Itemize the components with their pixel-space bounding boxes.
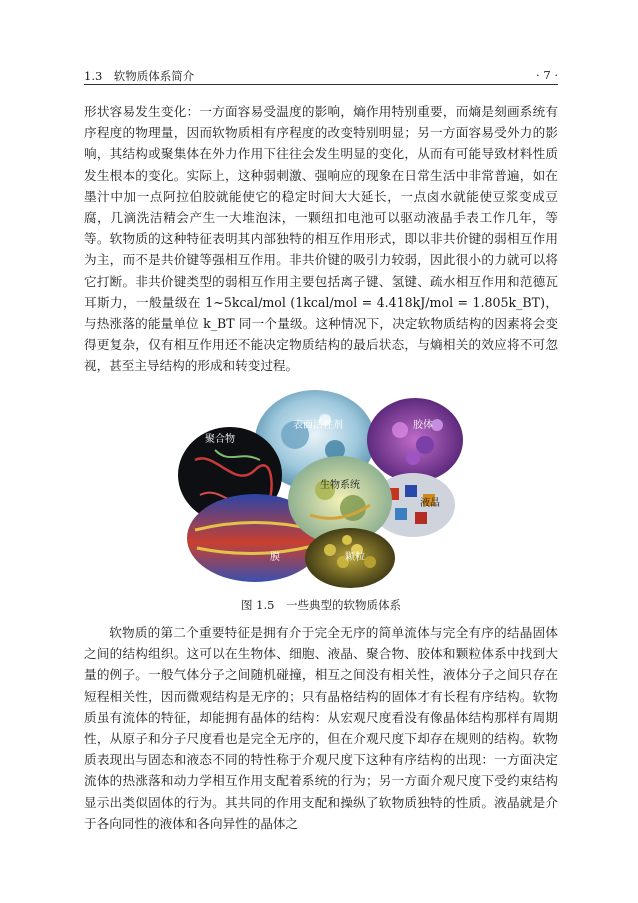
colloid-image: [367, 398, 463, 482]
label-membrane: 膜: [270, 552, 280, 563]
running-header: [84, 66, 558, 85]
page-number: · 7 ·: [536, 68, 558, 82]
label-colloid: 胶体: [413, 420, 433, 431]
label-biological: 生物系统: [320, 480, 360, 491]
granular-image: [305, 528, 395, 588]
soft-matter-figure: [175, 390, 465, 590]
label-liquid-crystal: 液晶: [420, 498, 440, 509]
body-paragraph-2: 软物质的第二个重要特征是拥有介于完全无序的简单流体与完全有序的结晶固体之间的结构组织。这可以在生物体、细胞、液晶、聚合物、胶体和颗粒体系中找到大量的例子。一般气体分子之间随机碰撞，相互之间没有相关性，液体分子之间只存在短程相关性，因而微观结构是无序的；只有晶格结构的固体才有长程有序结构。软物质虽有流体的特征，却能拥有晶体的结构：从宏观尺度看没有像晶体结构那样有周期性，从原子和分子尺度看也是完全无序的，但在介观尺度下却存在规则的结构。软物质表现出与固态和液态不同的特性称于介观尺度下这种有序结构的出现：一方面决定流体的热涨落和动力学相互作用支配着系统的行为；另一方面介观尺度下受约束结构显示出类似固体的行为。其共同的作用支配和操纵了软物质独特的性质。液晶就是介于各向同性的液体和各向异性的晶体之: [84, 625, 558, 831]
figure-caption: 图 1.5 一些典型的软物质体系: [241, 598, 401, 612]
section-title: 1.3 软物质体系简介: [84, 69, 195, 83]
label-polymer: 聚合物: [205, 434, 235, 445]
label-surfactant: 表面活性剂: [293, 420, 343, 431]
label-granular: 颗粒: [345, 552, 365, 563]
body-paragraph-1: 形状容易发生变化：一方面容易受温度的影响，熵作用特别重要，而熵是刻画系统有序程度的物理量，因而软物质相有序程度的改变特别明显；另一方面容易受外力的影响，其结构或聚集体在外力作用下往往会发生明显的变化，从而有可能导致材料性质发生根本的变化。实际上，这种弱刺激、强响应的现象在日常生活中非常普遍，如在墨汁中加一点阿拉伯胶就能使它的稳定时间大大延长，一点卤水就能使豆浆变成豆腐，几滴洗洁精会产生一大堆泡沫，一颗纽扣电池可以驱动液晶手表工作几年，等等。软物质的这种特征表明其内部独特的相互作用形式，即以非共价键的弱相互作用为主，而不是共价键等强相互作用。非共价键的吸引力较弱，因此很小的力就可以将它打断。非共价键类型的弱相互作用主要包括离子键、氢键、疏水相互作用和范德瓦耳斯力，一般量级在 1~5kcal/mol (1kcal/mol = 4.418kJ/mol = 1.805k_BT)，与热涨落的能量单位 k_BT 同一个量级。这种情况下，决定软物质结构的因素将会变得更复杂，仅有相互作用还不能决定物质结构的最后状态，与熵相关的效应将不可忽视，甚至主导结构的形成和转变过程。: [84, 104, 558, 374]
